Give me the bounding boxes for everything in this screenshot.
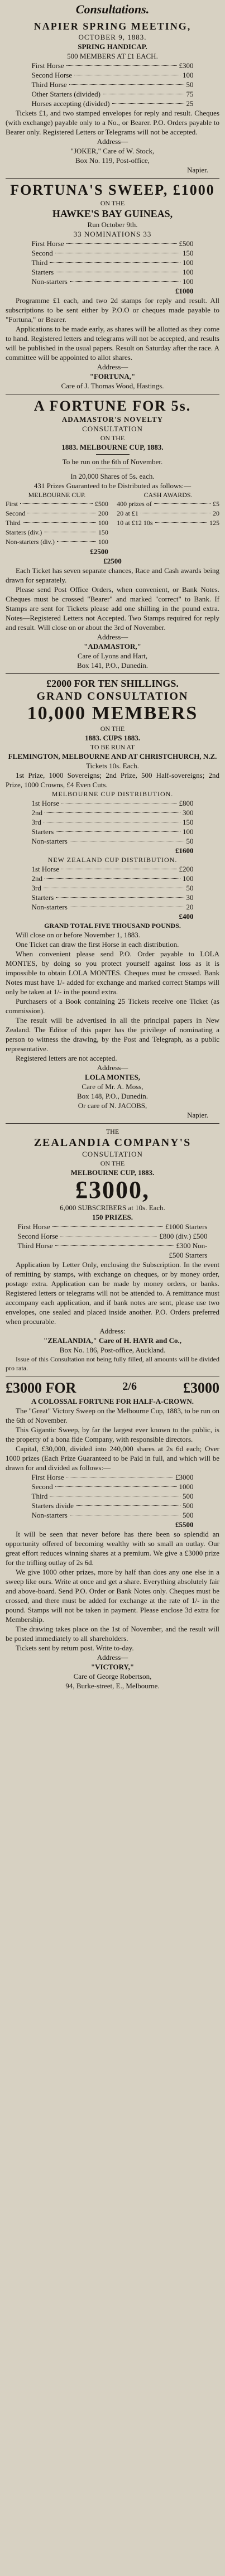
adamastor-race: 1883. MELBOURNE CUP, 1883.	[61, 443, 164, 451]
ten-body-4: Purchasers of a Book containing 25 Tickets receive one Ticket (as commission).	[6, 997, 219, 1015]
column-head: CASH AWARDS.	[143, 491, 193, 499]
adamastor-address-box: Box 141, P.O., Dunedin.	[76, 661, 149, 670]
prize-row: Second 200	[6, 509, 108, 517]
fortuna-prize-table	[32, 239, 194, 296]
ten-address-care: Care of Mr. A. Moss,	[82, 1082, 143, 1091]
ten-title: GRAND CONSULTATION	[36, 690, 189, 702]
prize-total: £1000	[175, 287, 194, 295]
half-crown-address-label: Address—	[97, 1653, 128, 1662]
zealandia-sub: CONSULTATION	[82, 1150, 143, 1158]
prize-row: Non-starters 500	[31, 1511, 194, 1519]
prize-row: 1st Horse £200	[31, 865, 194, 873]
ten-body-5: The result will be advertised in all the principal papers in New Zealand. The Editor of this paper has the privilege of nominating a person to witness the drawing, by the Post and Telegraph, as a public representative.	[6, 1016, 219, 1053]
zealandia-prize-table	[18, 1222, 208, 1260]
prize-row: Third 100	[6, 519, 108, 527]
prize-row: Starters (div.) 150	[6, 528, 108, 536]
prize-row: Starters divide 500	[31, 1501, 194, 1510]
half-crown-body-5: We give 1000 other prizes, more by half than does any one else in a sweep like ours. Write at once and get a share. Everything absolutely fair and above-board. Send P.O. Order or Bank Notes only. Cheques must be crossed, and there must be added for exchange at the rate of 1/- in the pound. Stamps will not be taken in payment. Please enclose 3d extra for Membership.	[6, 1568, 219, 1624]
half-crown-body-6: The drawing takes place on the 1st of November, and the result will be posted immediately to all shareholders.	[6, 1625, 219, 1643]
ten-grand-total: GRAND TOTAL FIVE THOUSAND POUNDS.	[44, 922, 181, 930]
half-crown-body-2: This Gigantic Sweep, by far the largest ever known to the public, is the property of a bona fide Company, with responsible directors.	[6, 1426, 219, 1443]
ten-mel-table	[32, 798, 194, 855]
adamastor-left-column	[6, 490, 108, 556]
napier-address-box: Box No. 119, Post-office,	[75, 156, 150, 165]
prize-row: Starters 30	[31, 893, 194, 902]
fortuna-nominations: 33 NOMINATIONS 33	[73, 230, 152, 238]
prize-row: First Horse £3000	[31, 1473, 194, 1481]
page-masthead: Consultations.	[75, 2, 150, 16]
napier-members: 500 MEMBERS AT £1 EACH.	[67, 52, 158, 60]
prize-row: Second Horse £800 (div.) £500	[17, 1232, 208, 1240]
prize-row: 2nd 300	[31, 808, 194, 817]
prize-row: Second 1000	[31, 1482, 194, 1491]
zealandia-big: £3000,	[75, 1176, 150, 1203]
prize-row: 2nd 100	[31, 874, 194, 883]
adamastor-body-1: Each Ticket has seven separate chances, Race and Cash awards being drawn for separately.	[6, 566, 219, 584]
napier-address-city: Napier.	[187, 166, 208, 174]
adamastor-on: ON THE	[100, 434, 125, 442]
adamastor-address-label: Address—	[97, 633, 128, 641]
half-crown-body-7: Tickets sent by return post. Write to-day.	[16, 1644, 134, 1652]
ten-big: 10,000 MEMBERS	[27, 703, 198, 724]
half-crown-body-4: It will be seen that never before has there been so splendid an opportunity offered of becoming wealthy with so small an outlay. Our great effort reduces winning shares at a premium. We give a £3000 prize for the trifling outlay of 2s 6d.	[6, 1530, 219, 1567]
prize-row: 3rd 50	[31, 884, 194, 892]
prize-row: Non-starters (div.) 100	[6, 538, 108, 546]
adamastor-address-care: Care of Lyons and Hart,	[77, 652, 148, 660]
adamastor-shares: In 20,000 Shares of 5s. each.	[70, 472, 155, 480]
ten-headline: £2000 FOR TEN SHILLINGS.	[46, 678, 179, 689]
fortuna-advert	[6, 182, 219, 391]
adamastor-drawn: To be run on the 6th of November.	[62, 458, 163, 466]
ten-address-name: LOLA MONTES,	[85, 1073, 140, 1081]
napier-event: SPRING HANDICAP.	[78, 42, 147, 51]
prize-total: £400	[179, 912, 194, 921]
short-rule	[96, 454, 130, 455]
ten-body-1: Will close on or before November 1, 1883.	[16, 931, 140, 939]
prize-total: £1600	[175, 846, 194, 855]
prize-row: First Horse £500	[31, 239, 194, 248]
prize-row: Third Horse £300 Non-	[17, 1241, 208, 1250]
prize-total: £5500	[175, 1520, 194, 1529]
adamastor-sub-2: CONSULTATION	[82, 425, 143, 433]
adamastor-right-column	[117, 490, 219, 556]
napier-address-label: Address—	[97, 137, 128, 146]
adamastor-prize-columns	[6, 490, 219, 556]
prize-row: 400 prizes of £5	[117, 500, 219, 508]
half-crown-advert	[6, 1380, 219, 1691]
zealandia-body: Application by Letter Only, enclosing the Subscription. In the event of remitting by stamps, with exchange on cheques, or by money order, postage extra. Application can be made by money orders, or banks. Registered letters or telegrams will not be attended to. A remittance must accompany each application, and if bank notes are sent, please use two envelopes, one sealed and placed inside another. P.O. Orders preferred when procurable.	[6, 1260, 219, 1326]
fortuna-address-care: Care of J. Thomas Wood, Hastings.	[61, 382, 164, 390]
zealandia-address-label: Address:	[99, 1327, 126, 1335]
zealandia-address-box: Box No. 186, Post-office, Auckland.	[59, 1346, 166, 1354]
zealandia-subscribers: 6,000 SUBSCRIBERS at 10s. Each.	[60, 1203, 165, 1212]
prize-row: Third Horse 50	[31, 80, 194, 89]
divider	[6, 178, 219, 179]
napier-address-name: "JOKER," Care of W. Stock,	[70, 147, 155, 155]
fortuna-on: ON THE	[100, 199, 125, 207]
prize-row: 3rd 150	[31, 818, 194, 826]
prize-row: First £500	[6, 500, 108, 508]
zealandia-address-name: "ZEALANDIA," Care of H. HAYR and Co.,	[43, 1336, 181, 1345]
prize-total: £2500	[90, 547, 108, 556]
zealandia-prizes-count: 150 PRIZES.	[92, 1213, 133, 1221]
ten-venue: FLEMINGTON, MELBOURNE AND AT CHRISTCHURCH, N.Z.	[8, 752, 217, 760]
prize-row: Third 500	[31, 1492, 194, 1500]
ten-nz-head: NEW ZEALAND CUP DISTRIBUTION.	[47, 856, 178, 864]
divider	[6, 1123, 219, 1124]
prize-row: Starters 100	[31, 268, 194, 276]
fortuna-race: HAWKE'S BAY GUINEAS,	[52, 208, 173, 219]
prize-row: £500 Starters	[169, 1251, 208, 1259]
fortuna-body-2: Applications to be made early, as shares will be allotted as they come to hand. Registered letters and telegrams will not be accepted, and results will be published in the usual papers. Result on Saturday after the race. A committee will be appointed to allot shares.	[6, 325, 219, 362]
prize-row: 10 at £12 10s 125	[117, 519, 219, 527]
napier-prize-table	[32, 61, 194, 108]
fortuna-title: FORTUNA'S SWEEP, £1000	[10, 182, 215, 198]
ten-address-label: Address—	[97, 1063, 128, 1072]
ten-run: TO BE RUN AT	[90, 743, 135, 751]
prize-row: Horses accepting (divided) 25	[31, 99, 194, 108]
ten-prize-line: 1st Prize, 1000 Sovereigns; 2nd Prize, 500 Half-sovereigns; 2nd Prize, 1000 Crowns, £4 Even Cuts.	[6, 771, 219, 789]
zealandia-the: THE	[106, 1128, 119, 1135]
prize-row: Starters 100	[31, 827, 194, 836]
prize-row: First Horse £300	[31, 61, 194, 70]
headline-left: £3000 FOR	[6, 1380, 76, 1396]
prize-row: Non-starters 20	[31, 903, 194, 911]
fortuna-body: Programme £1 each, and two 2d stamps for reply and result. All subscriptions to be sent either by P.O.O or cheques made payable to "Fortuna," or Bearer.	[6, 296, 219, 324]
prize-row: Second Horse 100	[31, 71, 194, 79]
fortuna-address-name: "FORTUNA,"	[89, 372, 136, 381]
ten-body-3: When convenient please send P.O. Order payable to LOLA MONTES, by doing so you protect yourself against loss as it is impossible to obtain LOLA MONTES. Cheques must be crossed. Bank Notes must have 1/- added for exchange and marked correct Stamps will only be taken at 1/- in the pound extra.	[6, 950, 219, 996]
ten-mel-head: MELBOURNE CUP DISTRIBUTION.	[51, 790, 174, 798]
prize-row: 20 at £1 20	[117, 509, 219, 517]
ten-body-2: One Ticket can draw the first Horse in each distribution.	[16, 940, 179, 948]
ten-address-or: Or care of N. JACOBS,	[78, 1101, 147, 1110]
prize-row: Third 100	[31, 258, 194, 267]
fortuna-run: Run October 9th.	[87, 220, 138, 229]
napier-date: OCTOBER 9, 1883.	[78, 33, 147, 41]
ten-shillings-advert	[6, 677, 219, 1120]
napier-title: NAPIER SPRING MEETING,	[33, 21, 192, 32]
adamastor-sub-1: ADAMASTOR'S NOVELTY	[61, 415, 164, 423]
half-crown-body-3: Capital, £30,000, divided into 240,000 shares at 2s 6d each; Over 1000 prizes (Each Prize Guaranteed to be Paid in full, and which will be drawn for and divided as follows:—	[6, 1445, 219, 1472]
ten-address-box: Box 148, P.O., Dunedin.	[76, 1092, 149, 1100]
prize-row: Non-starters 100	[31, 277, 194, 286]
ten-address-city: Napier.	[187, 1111, 208, 1119]
divider	[6, 673, 219, 674]
prize-row: Other Starters (divided) 75	[31, 90, 194, 98]
half-crown-address-name: "VICTORY,"	[90, 1663, 135, 1671]
napier-body: Tickets £1, and two stamped envelopes for reply and result. Cheques (with exchange) payable only to a No., or Bearer. P.O. Orders payable to Bearer only. Registered Letters or Telegrams will not be accepted.	[6, 109, 219, 136]
prize-row: 1st Horse £800	[31, 799, 194, 807]
napier-advert	[6, 20, 219, 175]
column-head: MELBOURNE CUP.	[28, 491, 86, 499]
adamastor-prizes-intro: 431 Prizes Guaranteed to be Distributed as follows:—	[33, 482, 192, 490]
half-crown-body-1: The "Great" Victory Sweep on the Melbourne Cup, 1883, to be run on the 6th of November.	[6, 1407, 219, 1424]
prize-row: Non-starters 50	[31, 837, 194, 845]
zealandia-advert	[6, 1127, 219, 1373]
adamastor-advert	[6, 398, 219, 670]
zealandia-note: Issue of this Consultation not being fully filled, all amounts will be divided pro rata.	[6, 1355, 219, 1372]
headline-mid: 2/6	[122, 1380, 137, 1393]
zealandia-on: ON THE	[100, 1159, 125, 1167]
prize-row: First Horse £1000 Starters	[17, 1222, 208, 1231]
half-crown-prize-table	[32, 1472, 194, 1529]
ten-on: ON THE	[100, 725, 125, 733]
ten-nz-table	[32, 864, 194, 921]
ten-body-6: Registered letters are not accepted.	[16, 1054, 117, 1062]
headline-right: £3000	[183, 1380, 219, 1396]
half-crown-title: A COLOSSAL FORTUNE FOR HALF-A-CROWN.	[31, 1397, 194, 1405]
ten-year: 1883. CUPS 1883.	[85, 734, 140, 742]
zealandia-race: MELBOURNE CUP, 1883.	[70, 1168, 155, 1177]
prize-row: Second 150	[31, 249, 194, 257]
adamastor-total: £2500	[103, 557, 122, 565]
zealandia-title: ZEALANDIA COMPANY'S	[33, 1137, 192, 1149]
fortuna-address-label: Address—	[97, 363, 128, 371]
ten-tickets: Tickets 10s. Each.	[86, 762, 139, 770]
half-crown-headline	[6, 1380, 219, 1397]
adamastor-address-name: "ADAMASTOR,"	[84, 642, 141, 651]
adamastor-title: A FORTUNE FOR 5s.	[33, 398, 192, 414]
half-crown-address-care: Care of George Robertson,	[73, 1672, 152, 1681]
half-crown-address-street: 94, Burke-street, E., Melbourne.	[65, 1682, 160, 1690]
adamastor-body-2: Please send Post Office Orders, when convenient, or Bank Notes. Cheques must be crossed "Bearer" and marked "correct" to Bank. If Stamps are sent for Tickets please add one shilling in the pound extra. Notes—Registered Letters not Accepted. Two Stamps required for reply and result. Will close on or about the 3rd of November.	[6, 585, 219, 632]
